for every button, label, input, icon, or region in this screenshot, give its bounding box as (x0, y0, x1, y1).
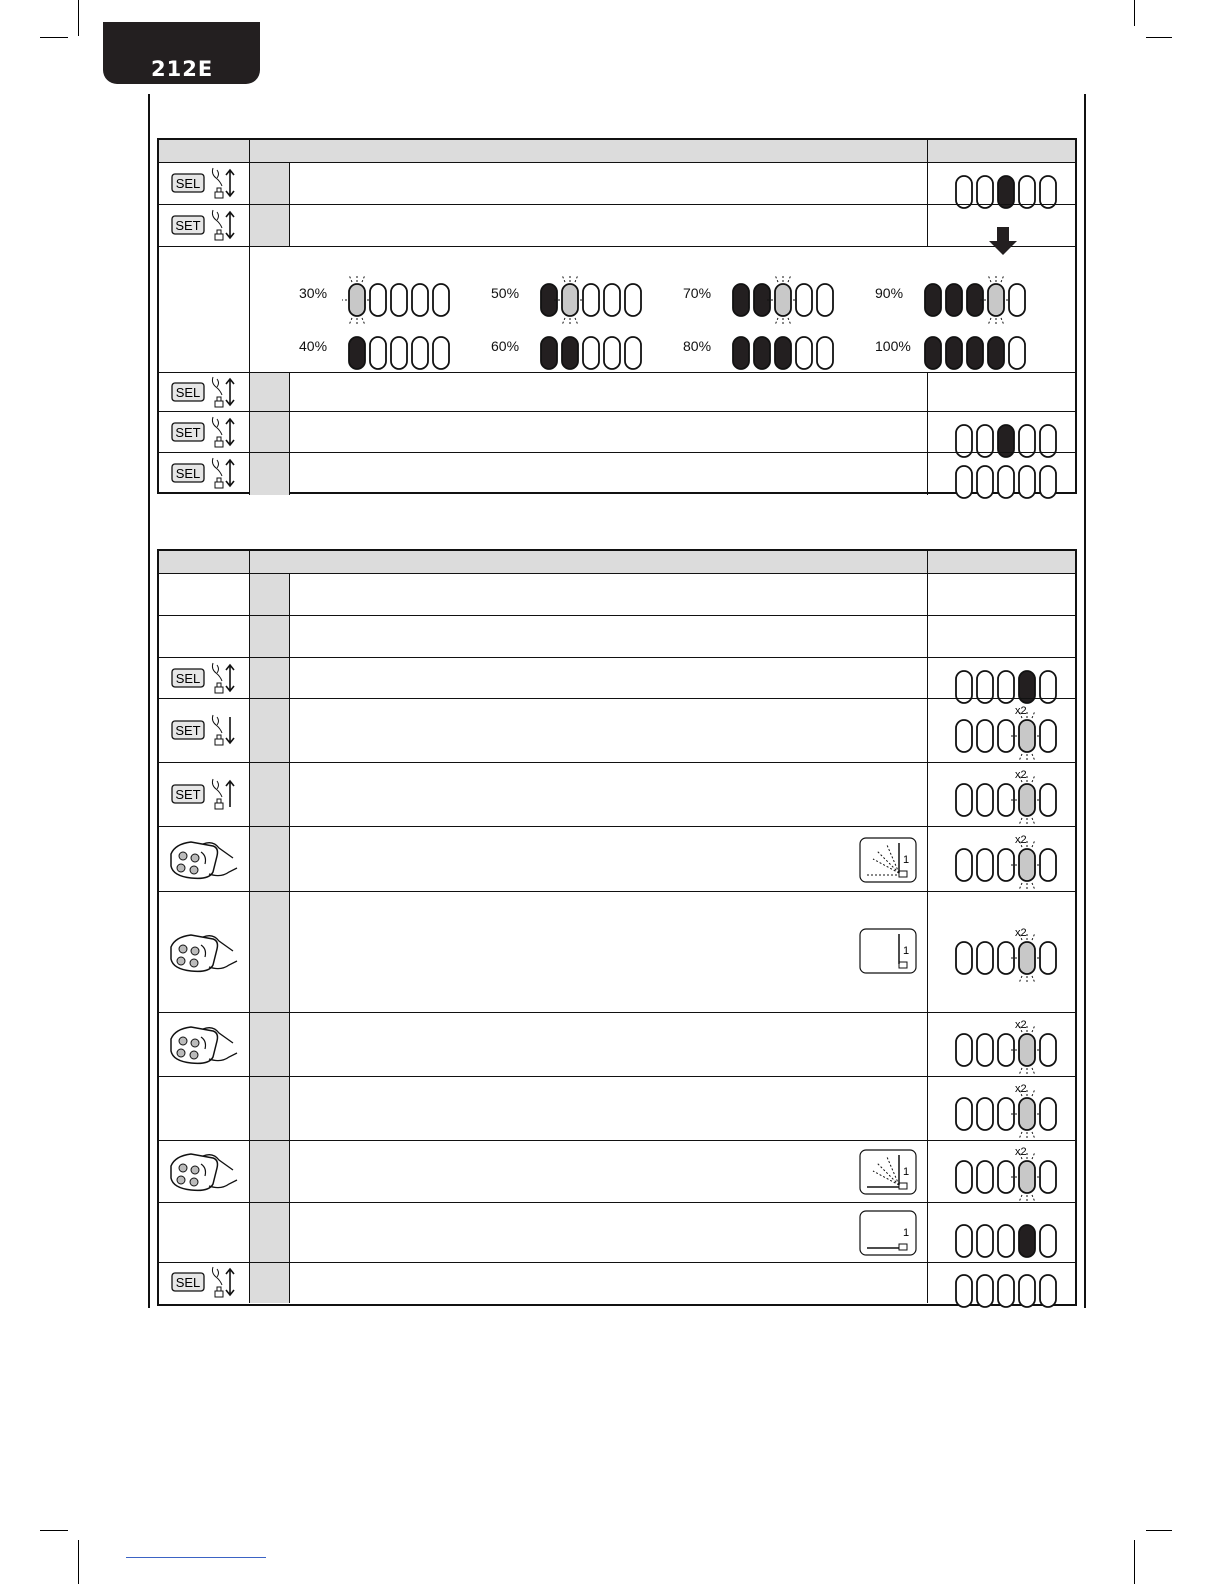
led-off (1019, 466, 1035, 498)
column-divider (249, 763, 250, 827)
column-divider (289, 574, 290, 616)
led-on (988, 337, 1004, 369)
led-off (956, 849, 972, 881)
led-on (967, 337, 983, 369)
column-divider (249, 247, 250, 373)
column-divider (249, 140, 250, 162)
column-divider (927, 163, 928, 205)
led-blinking (1019, 1034, 1035, 1066)
level-label: 30% (299, 285, 328, 301)
crop-mark (1146, 37, 1172, 38)
led-off (1040, 1225, 1056, 1257)
level-label: 40% (299, 338, 328, 354)
remote-control-icon (167, 834, 239, 886)
table-row (159, 762, 1075, 827)
down-arrow-icon (987, 225, 1019, 257)
column-divider (289, 658, 290, 699)
column-divider (927, 551, 928, 573)
repeat-badge: x2 (1015, 769, 1027, 781)
led-off (625, 284, 641, 316)
led-off (956, 1098, 972, 1130)
led-display (949, 834, 1063, 896)
step-number-cell (250, 1263, 289, 1303)
led-off (956, 942, 972, 974)
level-label: 90% (875, 285, 904, 301)
button-label: SEL (175, 466, 201, 481)
led-off (956, 1225, 972, 1257)
column-divider (249, 373, 250, 412)
set-button-icon (171, 415, 241, 451)
led-off (1040, 1161, 1056, 1193)
table-row (159, 657, 1075, 699)
column-divider (249, 1203, 250, 1263)
sel-button-icon (171, 1265, 241, 1301)
led-display (949, 1260, 1063, 1322)
sel-button-press-icon (171, 375, 241, 416)
sel-button-press-icon (171, 166, 241, 207)
button-label: SEL (175, 1275, 201, 1290)
column-divider (927, 1141, 928, 1203)
step-number-cell (250, 892, 289, 1013)
led-blinking (1019, 1098, 1035, 1130)
column-divider (927, 658, 928, 699)
table-row (159, 1202, 1075, 1263)
step-number-cell (250, 574, 289, 616)
pictogram-number: 1 (903, 945, 910, 957)
set-button-press-icon (171, 713, 241, 754)
table-row (159, 246, 1075, 373)
column-divider (927, 763, 928, 827)
led-off (412, 337, 428, 369)
level-label: 50% (491, 285, 520, 301)
step-number-cell (250, 1203, 289, 1263)
gate-open-pictogram (859, 928, 917, 974)
page-left-rule (148, 94, 150, 1308)
led-on (349, 337, 365, 369)
table-row (159, 891, 1075, 1013)
step-number-cell (250, 763, 289, 827)
page-right-rule (1084, 94, 1086, 1308)
table-row (159, 452, 1075, 495)
led-off (391, 284, 407, 316)
pictogram-number: 1 (903, 1166, 910, 1178)
table-row (159, 1262, 1075, 1303)
repeat-badge: x2 (1015, 1146, 1027, 1158)
table-2 (157, 549, 1077, 1306)
gate-closed-pictogram (859, 1210, 917, 1256)
sel-button-icon (171, 375, 241, 411)
column-divider (289, 616, 290, 658)
led-display (949, 769, 1063, 831)
led-off (1019, 1275, 1035, 1307)
crop-mark (78, 1540, 79, 1584)
table-1 (157, 138, 1077, 494)
led-off (1040, 1275, 1056, 1307)
led-display (949, 1083, 1063, 1145)
led-blinking (1019, 720, 1035, 752)
led-off (604, 337, 620, 369)
level-label: 70% (683, 285, 712, 301)
led-off (977, 720, 993, 752)
remote-control-icon (167, 1019, 239, 1071)
led-off (370, 337, 386, 369)
button-label: SET (175, 218, 201, 233)
column-divider (249, 1263, 250, 1303)
column-divider (249, 616, 250, 658)
table-row (159, 1012, 1075, 1077)
led-off (1040, 466, 1056, 498)
crop-mark (1146, 1530, 1172, 1531)
gate-pictogram (859, 837, 917, 888)
column-divider (249, 1013, 250, 1077)
model-tab (103, 22, 260, 84)
led-off (1009, 337, 1025, 369)
led-off (817, 284, 833, 316)
set-button-icon (171, 777, 241, 813)
step-number-cell (250, 205, 289, 247)
led-off (977, 849, 993, 881)
gate-pictogram (859, 928, 917, 979)
led-off (956, 466, 972, 498)
button-label: SET (175, 424, 201, 440)
button-label: SET (175, 787, 201, 802)
button-label: SET (175, 723, 201, 738)
led-off (956, 720, 972, 752)
led-on (733, 337, 749, 369)
led-off (956, 1161, 972, 1193)
led-off (412, 284, 428, 316)
led-off (604, 284, 620, 316)
remote-control-press-icon (167, 927, 239, 984)
column-divider (927, 1203, 928, 1263)
sel-button-icon (171, 456, 241, 492)
column-divider (927, 892, 928, 1013)
led-on (946, 284, 962, 316)
button-label: SEL (175, 384, 201, 400)
column-divider (289, 699, 290, 763)
column-divider (927, 827, 928, 892)
table-header (159, 140, 1075, 162)
column-divider (927, 205, 928, 247)
led-on (754, 337, 770, 369)
led-off (796, 337, 812, 369)
pictogram-number: 1 (903, 853, 910, 866)
column-divider (289, 1013, 290, 1077)
column-divider (927, 616, 928, 658)
column-divider (289, 205, 290, 247)
crop-mark (40, 1530, 68, 1531)
led-off (391, 337, 407, 369)
column-divider (289, 892, 290, 1013)
led-off (977, 784, 993, 816)
step-number-cell (250, 699, 289, 763)
sel-button-press-icon (171, 661, 241, 702)
remote-control-icon (167, 1146, 239, 1198)
led-off (956, 784, 972, 816)
column-divider (249, 551, 250, 573)
set-button-press-icon (171, 777, 241, 818)
step-number-cell (250, 1077, 289, 1141)
column-divider (249, 412, 250, 453)
column-divider (927, 1077, 928, 1141)
table-row (159, 1076, 1075, 1141)
led-off (998, 1225, 1014, 1257)
led-off (977, 1098, 993, 1130)
column-divider (927, 412, 928, 453)
table-row (159, 615, 1075, 658)
column-divider (249, 163, 250, 205)
led-display (949, 927, 1063, 989)
footer-link-underline (126, 1557, 266, 1558)
led-blinking (349, 284, 365, 316)
button-label: SEL (175, 176, 201, 191)
column-divider (289, 412, 290, 453)
column-divider (249, 1141, 250, 1203)
led-status (949, 451, 1063, 518)
remote-control-press-icon (167, 1019, 239, 1076)
led-off (1040, 1034, 1056, 1066)
repeat-badge: x2 (1015, 926, 1027, 939)
sel-button-icon (171, 661, 241, 697)
led-off (625, 337, 641, 369)
led-off (1009, 284, 1025, 316)
led-off (977, 1161, 993, 1193)
column-divider (289, 827, 290, 892)
led-off (998, 466, 1014, 498)
led-off (583, 337, 599, 369)
sel-button-icon (171, 166, 241, 202)
column-divider (289, 763, 290, 827)
step-number-cell (250, 658, 289, 699)
table-row (159, 204, 1075, 247)
column-divider (289, 1141, 290, 1203)
led-off (796, 284, 812, 316)
step-number-cell (250, 373, 289, 412)
column-divider (289, 1203, 290, 1263)
led-off (433, 337, 449, 369)
model-label: 212E (151, 57, 214, 81)
led-display (949, 1146, 1063, 1208)
set-button-press-icon (171, 208, 241, 249)
column-divider (289, 1077, 290, 1141)
led-on (925, 284, 941, 316)
step-number-cell (250, 412, 289, 453)
repeat-badge: x2 (1015, 705, 1027, 717)
column-divider (927, 574, 928, 616)
column-divider (249, 827, 250, 892)
sel-button-press-icon (171, 456, 241, 497)
table-row (159, 1140, 1075, 1203)
led-blinking (1019, 849, 1035, 881)
led-off (977, 942, 993, 974)
step-number-cell (250, 1141, 289, 1203)
column-divider (249, 892, 250, 1013)
column-divider (289, 373, 290, 412)
column-divider (289, 453, 290, 495)
crop-mark (78, 0, 79, 36)
led-off (956, 1034, 972, 1066)
led-display (949, 705, 1063, 767)
table-row (159, 162, 1075, 205)
crop-mark (1134, 1540, 1135, 1584)
gate-pictogram (859, 1210, 917, 1261)
gate-pictogram (859, 1149, 917, 1200)
led-on (541, 337, 557, 369)
column-divider (249, 205, 250, 247)
step-number-cell (250, 616, 289, 658)
led-off (433, 284, 449, 316)
table-row (159, 573, 1075, 616)
led-status (949, 927, 1063, 994)
sel-button-press-icon (171, 1265, 241, 1306)
level-label: 60% (491, 338, 520, 354)
table-row (159, 698, 1075, 763)
led-off (1040, 720, 1056, 752)
repeat-badge: x2 (1015, 1083, 1027, 1095)
table-header (159, 551, 1075, 573)
led-off (977, 1034, 993, 1066)
led-on (1019, 1225, 1035, 1257)
column-divider (289, 1263, 290, 1303)
pictogram-number: 1 (903, 1227, 910, 1239)
crop-mark (40, 37, 68, 38)
led-off (956, 1275, 972, 1307)
button-label: SEL (175, 670, 201, 686)
repeat-badge: x2 (1015, 833, 1027, 846)
led-off (1040, 849, 1056, 881)
table-row (159, 826, 1075, 892)
led-blinking (562, 284, 578, 316)
remote-control-press-icon (167, 834, 239, 891)
led-on (562, 337, 578, 369)
column-divider (927, 699, 928, 763)
led-blinking (1019, 942, 1035, 974)
column-divider (249, 658, 250, 699)
column-divider (927, 453, 928, 495)
gate-moving-pictogram (859, 837, 917, 883)
column-divider (927, 1263, 928, 1303)
led-off (1040, 1098, 1056, 1130)
column-divider (249, 1077, 250, 1141)
led-off (977, 1275, 993, 1307)
led-off (370, 284, 386, 316)
set-button-press-icon (171, 415, 241, 456)
column-divider (249, 453, 250, 495)
led-blinking (775, 284, 791, 316)
led-off (583, 284, 599, 316)
led-display (949, 451, 1063, 513)
column-divider (249, 699, 250, 763)
led-blinking (1019, 784, 1035, 816)
step-number-cell (250, 1013, 289, 1077)
gate-moving-closed-pictogram (859, 1149, 917, 1195)
led-off (998, 1275, 1014, 1307)
column-divider (289, 163, 290, 205)
led-off (1040, 784, 1056, 816)
table-row (159, 411, 1075, 453)
step-number-cell (250, 163, 289, 205)
column-divider (927, 373, 928, 412)
led-on (775, 337, 791, 369)
set-button-icon (171, 208, 241, 244)
remote-control-icon (167, 927, 239, 979)
table-row (159, 372, 1075, 412)
led-display (949, 1019, 1063, 1081)
repeat-badge: x2 (1015, 1019, 1027, 1031)
set-button-icon (171, 713, 241, 749)
step-number-cell (250, 453, 289, 495)
led-blinking (1019, 1161, 1035, 1193)
led-off (977, 1225, 993, 1257)
led-on (733, 284, 749, 316)
crop-mark (1134, 0, 1135, 26)
led-blinking (988, 284, 1004, 316)
led-off (1040, 942, 1056, 974)
column-divider (249, 574, 250, 616)
led-off (977, 466, 993, 498)
level-label: 80% (683, 338, 712, 354)
level-label: 100% (875, 338, 911, 354)
column-divider (927, 140, 928, 162)
led-off (817, 337, 833, 369)
led-on (925, 337, 941, 369)
led-status (949, 1260, 1063, 1327)
remote-control-press-icon (167, 1146, 239, 1203)
step-number-cell (250, 827, 289, 892)
led-on (946, 337, 962, 369)
column-divider (927, 1013, 928, 1077)
